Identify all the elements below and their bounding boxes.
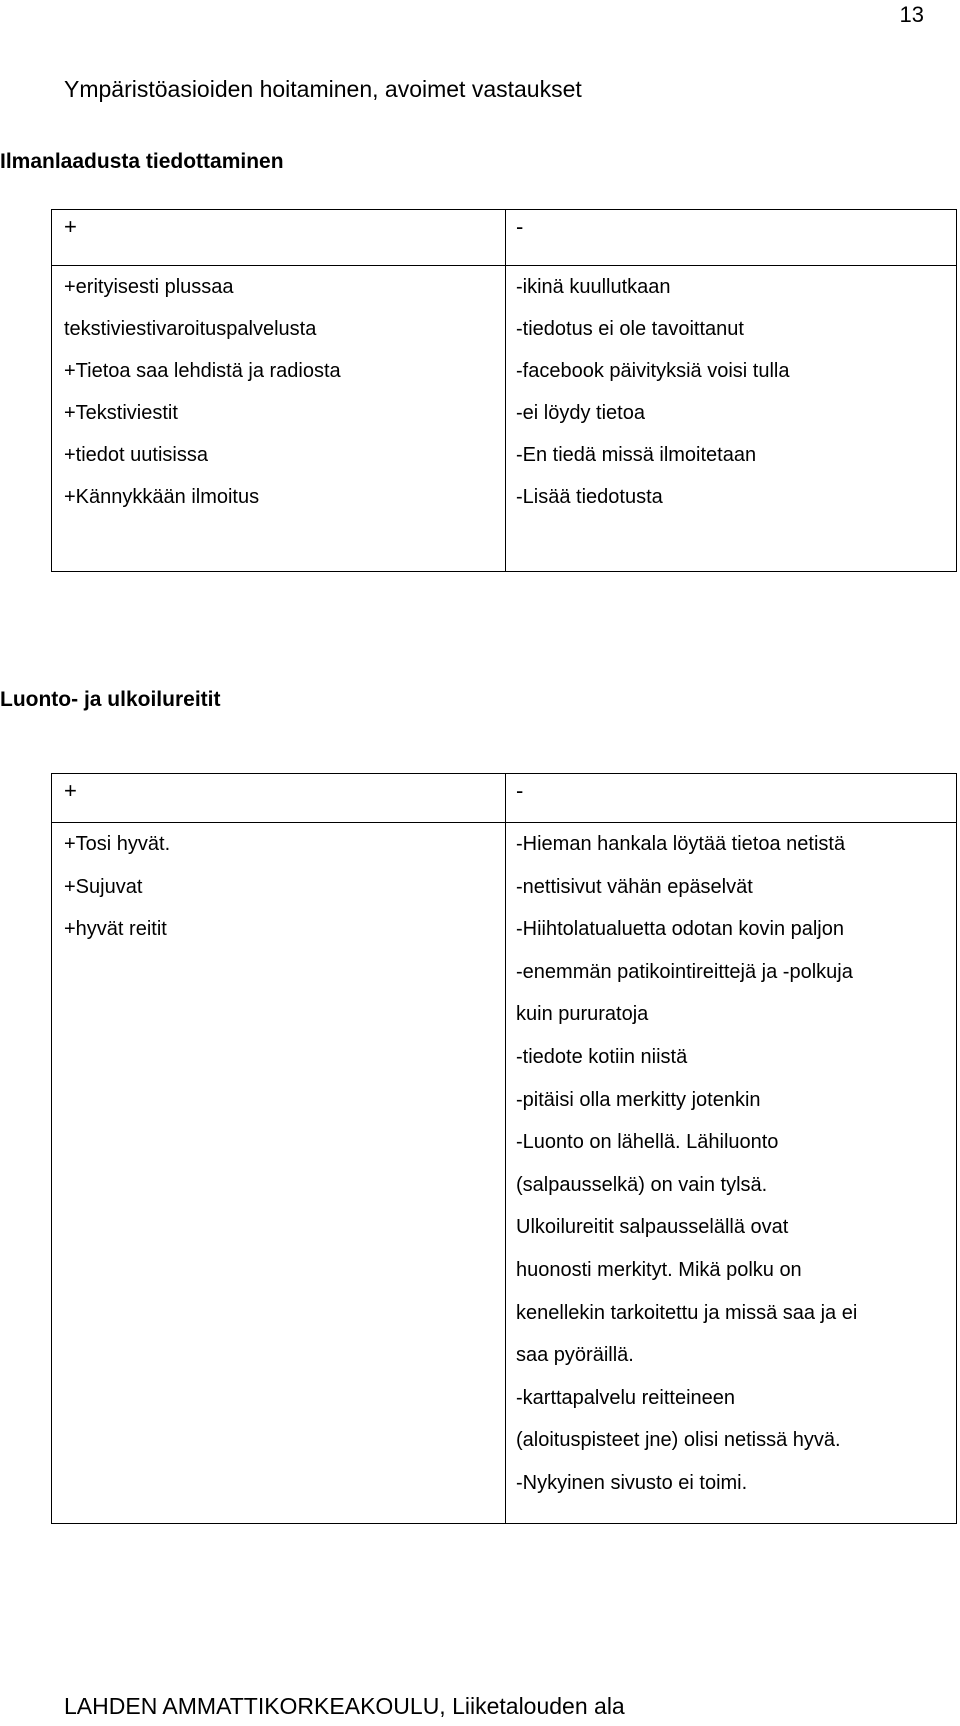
minus-list: [516, 266, 948, 518]
plus-list: [64, 266, 497, 518]
list-item: +Tekstiviestit: [64, 402, 178, 424]
section-heading-nature-trails: Luonto- ja ulkoilureitit: [0, 688, 221, 711]
list-item: -Hieman hankala löytää tietoa netistä: [516, 833, 846, 855]
plus-header-label: +: [64, 778, 77, 803]
section-heading-air-quality: Ilmanlaadusta tiedottaminen: [0, 150, 284, 173]
list-item: huonosti merkityt. Mikä polku on: [516, 1258, 802, 1281]
main-heading: Ympäristöasioiden hoitaminen, avoimet vastaukset: [64, 76, 582, 102]
list-item: -tiedotus ei ole tavoittanut: [516, 318, 744, 340]
list-item: -tiedote kotiin niistä: [516, 1045, 688, 1068]
list-item: kenellekin tarkoitettu ja missä saa ja ei: [516, 1301, 858, 1324]
minus-cell: [506, 266, 957, 572]
list-item: +Sujuvat: [64, 875, 143, 898]
list-item: -Lisää tiedotusta: [516, 486, 663, 508]
plus-cell: [52, 823, 506, 1524]
footer: LAHDEN AMMATTIKORKEAKOULU, Liiketalouden ala: [64, 1693, 625, 1719]
list-item: +Tosi hyvät.: [64, 833, 171, 855]
plus-header: [52, 774, 506, 823]
list-item: -enemmän patikointireittejä ja -polkuja: [516, 960, 853, 983]
list-item: -facebook päivityksiä voisi tulla: [516, 360, 790, 382]
minus-header: [506, 210, 957, 266]
feedback-table-nature-trails: [51, 773, 957, 1524]
plus-cell: [52, 266, 506, 572]
list-item: saa pyöräillä.: [516, 1344, 634, 1367]
page-number: 13: [899, 2, 924, 27]
list-item: -Hiihtolatualuetta odotan kovin paljon: [516, 918, 844, 941]
list-item: +erityisesti plussaa: [64, 276, 234, 298]
list-item: -En tiedä missä ilmoitetaan: [516, 444, 757, 466]
minus-list: [516, 823, 948, 1505]
plus-list: [64, 823, 497, 951]
plus-header-label: +: [64, 214, 77, 239]
list-item: -ei löydy tietoa: [516, 402, 645, 424]
list-item: Ulkoilureitit salpausselällä ovat: [516, 1216, 789, 1239]
table-header-row: [52, 210, 957, 266]
list-item: kuin pururatoja: [516, 1003, 649, 1026]
list-item: -pitäisi olla merkitty jotenkin: [516, 1088, 761, 1111]
feedback-table-air-quality: [51, 209, 957, 572]
list-item: (salpausselkä) on vain tylsä.: [516, 1173, 768, 1196]
list-item: -nettisivut vähän epäselvät: [516, 875, 753, 898]
plus-header: [52, 210, 506, 266]
list-item: -ikinä kuullutkaan: [516, 276, 671, 298]
list-item: -karttapalvelu reitteineen: [516, 1386, 736, 1409]
list-item: (aloituspisteet jne) olisi netissä hyvä.: [516, 1429, 841, 1452]
minus-cell: [506, 823, 957, 1524]
list-item: +Tietoa saa lehdistä ja radiosta: [64, 360, 341, 382]
list-item: -Luonto on lähellä. Lähiluonto: [516, 1131, 779, 1154]
minus-header: [506, 774, 957, 823]
list-item: tekstiviestivaroituspalvelusta: [64, 318, 317, 340]
list-item: +Kännykkään ilmoitus: [64, 486, 260, 508]
minus-header-label: -: [516, 778, 524, 803]
table-header-row: [52, 774, 957, 823]
list-item: +hyvät reitit: [64, 918, 167, 941]
list-item: -Nykyinen sivusto ei toimi.: [516, 1471, 748, 1494]
minus-header-label: -: [516, 214, 524, 239]
list-item: +tiedot uutisissa: [64, 444, 208, 466]
table-body-row: [52, 823, 957, 1524]
table-body-row: [52, 266, 957, 572]
